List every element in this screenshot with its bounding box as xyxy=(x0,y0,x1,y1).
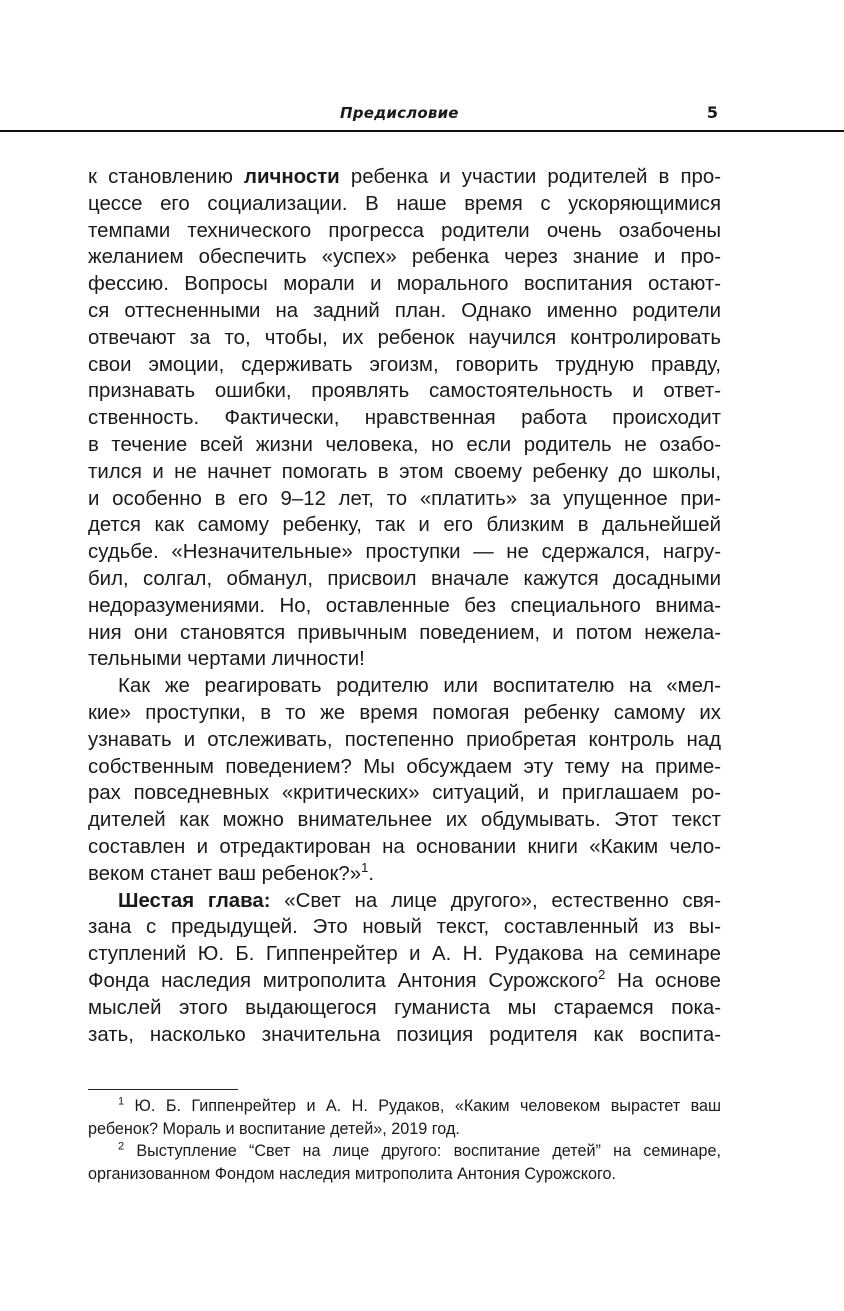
text-run: веком станет ваш ребенок?» xyxy=(88,862,362,885)
paragraph-2 xyxy=(88,673,721,887)
text-line: отвечают за то, чтобы, их ребенок научился контролировать xyxy=(88,326,721,349)
text-line: темпами технического прогресса родители очень озабочены xyxy=(88,219,721,242)
text-line: собственным поведением? Мы обсуждаем эту тему на приме- xyxy=(88,755,721,778)
text-line: в течение всей жизни человека, но если родитель не озабо- xyxy=(88,433,721,456)
bold-term: личности xyxy=(244,166,340,188)
paragraph-3 xyxy=(88,888,721,1049)
footnote-marker-1: 1 xyxy=(118,1095,125,1108)
text-line: недоразумениями. Но, оставленные без специального внима- xyxy=(88,594,721,617)
text-line: ния они становятся привычным поведением, и потом нежела- xyxy=(88,621,721,644)
text-line: ся оттесненными на задний план. Однако именно родители xyxy=(88,299,721,322)
text-run: Фонда наследия митрополита Антония Сурожского xyxy=(88,969,599,992)
text-line: тился и не начнет помогать в этом своему ребенку до школы, xyxy=(88,460,721,483)
footnotes xyxy=(88,1095,721,1185)
footnote-1-line: ребенок? Мораль и воспитание детей», 2019 год. xyxy=(88,1119,460,1138)
text-line: фессию. Вопросы морали и морального воспитания остают- xyxy=(88,273,721,296)
footnote-divider xyxy=(88,1089,238,1090)
text-line: Как же реагировать родителю или воспитателю на «мел- xyxy=(118,675,721,698)
text-line: кие» проступки, в то же время помогая ребенку самому их xyxy=(88,701,721,724)
text-line: и особенно в его 9–12 лет, то «платить» за упущенное при- xyxy=(88,487,721,510)
text-line: бил, солгал, обманул, присвоил вначале кажутся досадными xyxy=(88,567,721,590)
text-line xyxy=(88,888,721,915)
text-line xyxy=(88,968,721,995)
footnote-ref-2[interactable]: 2 xyxy=(598,967,606,983)
text-line: тельными чертами личности! xyxy=(88,648,365,671)
text-line: свои эмоции, сдерживать эгоизм, говорить трудную правду, xyxy=(88,353,721,376)
page-number: 5 xyxy=(706,103,718,122)
text-line: дется как самому ребенку, так и его близким в дальнейшей xyxy=(88,514,721,537)
bold-term: Шестая глава: xyxy=(118,889,271,912)
text-line: мыслей этого выдающегося гуманиста мы стараемся пока- xyxy=(88,996,721,1019)
text-line: узнавать и отслеживать, постепенно приобретая контроль над xyxy=(88,728,721,751)
text-line xyxy=(88,164,721,191)
text-line: рах повседневных «критических» ситуаций, и приглашаем ро- xyxy=(88,782,721,805)
text-line: цессе его социализации. В наше время с ускоряющимися xyxy=(88,192,721,215)
running-header xyxy=(0,100,844,132)
text-run: к становлению xyxy=(88,166,245,188)
text-line: судьбе. «Незначительные» проступки — не сдержался, нагру- xyxy=(88,541,721,564)
text-line: признавать ошибки, проявлять самостоятельность и ответ- xyxy=(88,380,721,403)
text-run: . xyxy=(368,862,375,885)
text-line xyxy=(88,861,721,888)
text-run: Ю. Б. Гиппенрейтер и А. Н. Рудаков, «Каким человеком вырастет ваш xyxy=(124,1097,721,1115)
footnote-ref-1[interactable]: 1 xyxy=(361,859,369,875)
text-run: ребенка и участии родителей в про- xyxy=(339,166,721,188)
text-line: ственность. Фактически, нравственная работа происходит xyxy=(88,407,721,430)
text-line: зана с предыдущей. Это новый текст, составленный из вы- xyxy=(88,916,721,939)
text-run: На основе xyxy=(605,969,721,992)
text-line: ступлений Ю. Б. Гиппенрейтер и А. Н. Рудакова на семинаре xyxy=(88,943,721,966)
footnote-2-line xyxy=(88,1140,721,1163)
text-line: дителей как можно внимательнее их обдумывать. Этот текст xyxy=(88,809,721,832)
footnote-marker-2: 2 xyxy=(118,1140,125,1153)
footnote-1-line xyxy=(88,1095,721,1118)
paragraph-1 xyxy=(88,164,721,673)
main-text xyxy=(88,164,721,1048)
text-run: Выступление “Свет на лице другого: воспитание детей” на семинаре, xyxy=(124,1142,721,1160)
text-line: желанием обеспечить «успех» ребенка через знание и про- xyxy=(88,246,721,269)
text-line: зать, насколько значительна позиция родителя как воспита- xyxy=(88,1023,721,1046)
footnote-2-line: организованном Фондом наследия митрополита Антония Сурожского. xyxy=(88,1164,617,1183)
text-line: составлен и отредактирован на основании книги «Каким чело- xyxy=(88,835,721,858)
header-title: Предисловие xyxy=(340,104,459,122)
text-run: «Свет на лице другого», естественно свя- xyxy=(270,889,722,912)
